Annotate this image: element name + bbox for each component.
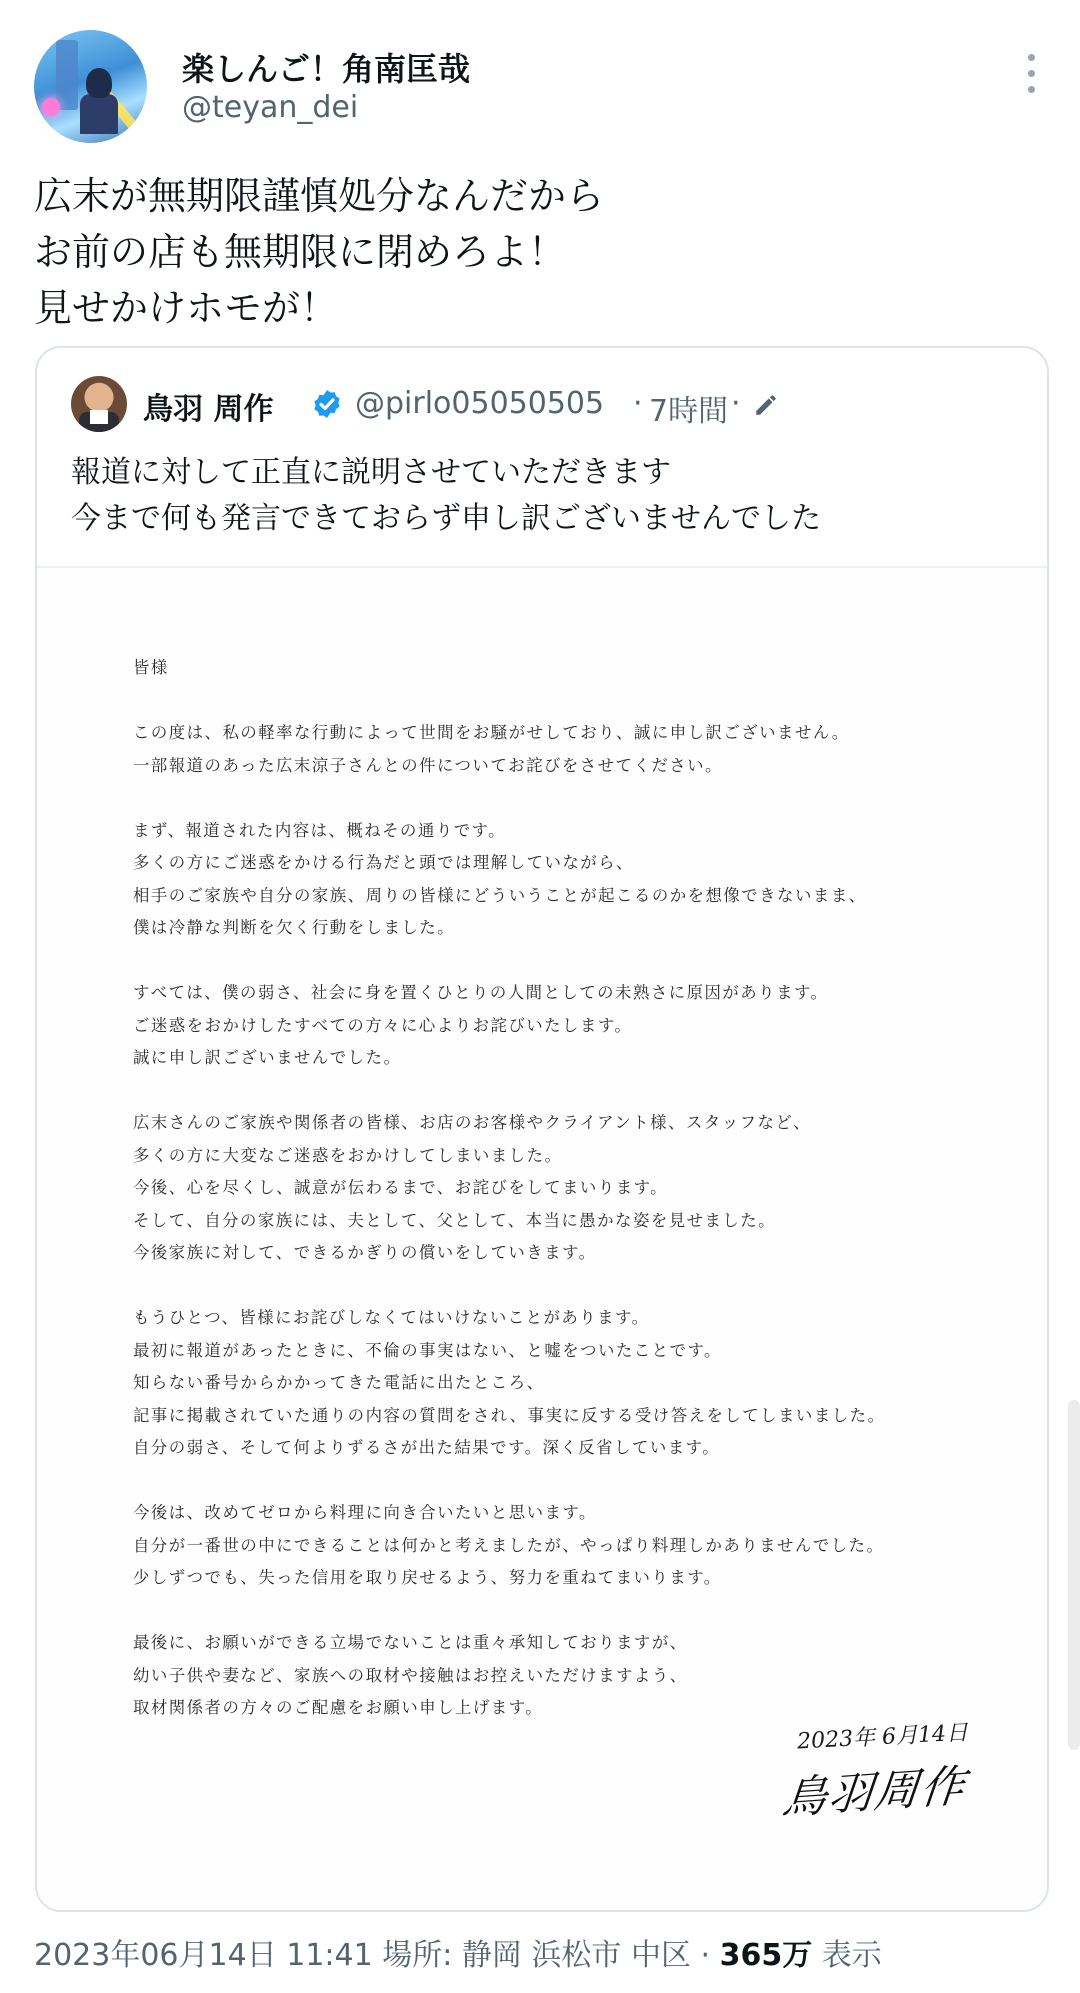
pencil-edit-icon[interactable] (753, 392, 779, 418)
letter-line: 自分の弱さ、そして何よりずるさが出た結果です。深く反省しています。 (133, 1438, 721, 1457)
letter-line: 多くの方にご迷惑をかける行為だと頭では理解していながら、 (133, 853, 634, 872)
letter-signature: 鳥羽周作 (780, 1760, 970, 1825)
letter-date: 2023年 6月14日 (796, 1720, 969, 1755)
letter-line: 僕は冷静な判断を欠く行動をしました。 (133, 918, 456, 937)
letter-line: もうひとつ、皆様にお詫びしなくてはいけないことがあります。 (133, 1308, 650, 1327)
letter-line: そして、自分の家族には、夫として、父として、本当に愚かな姿を見せました。 (133, 1210, 777, 1230)
tweet-header (34, 30, 1046, 145)
letter-line: 今後は、改めてゼロから料理に向き合いたいと思います。 (133, 1503, 597, 1522)
quoted-author-avatar[interactable] (71, 376, 127, 432)
author-display-name[interactable]: 楽しんご！角南匡哉 (182, 50, 471, 88)
letter-line: 最後に、お願いができる立場でないことは重々承知しておりますが、 (133, 1633, 688, 1652)
letter-paragraph (133, 1302, 993, 1465)
tweet-timestamp[interactable]: 2023年06月14日 11:41 (34, 1938, 373, 1973)
letter-line: 広末さんのご家族や関係者の皆様、お店のお客様やクライアント様、スタッフなど、 (133, 1113, 812, 1132)
tweet-text: 広末が無期限謹慎処分なんだから お前の店も無期限に閉めろよ！ 見せかけホモが！ (34, 174, 605, 330)
letter-line: 一部報道のあった広末涼子さんとの件についてお詫びをさせてください。 (133, 755, 723, 775)
letter-line: 皆様 (133, 658, 169, 677)
tweet-meta (34, 1930, 1054, 1974)
quoted-tweet-header (71, 376, 1031, 434)
letter-line: 幼い子供や妻など、家族への取材や接触はお控えいただけますよう、 (133, 1665, 688, 1685)
quoted-time[interactable]: 7時間 (649, 394, 729, 429)
letter-line: 今後家族に対して、できるかぎりの償いをしていきます。 (133, 1243, 597, 1262)
letter-body (133, 652, 993, 1757)
letter-line: 記事に掲載されていた通りの内容の質問をされ、事実に反する受け答えをしてしまいました。 (133, 1405, 886, 1425)
letter-paragraph (133, 815, 993, 945)
letter-line: 多くの方に大変なご迷惑をおかけしてしまいました。 (133, 1145, 563, 1165)
quoted-author-display-name[interactable]: 鳥羽 周作 (143, 392, 274, 427)
letter-paragraph (133, 977, 993, 1075)
statement-letter-image[interactable] (37, 568, 1047, 1910)
scrollbar[interactable] (1068, 1400, 1080, 1750)
letter-line: この度は、私の軽率な行動によって世間をお騒がせしており、誠に申し訳ございません。 (133, 723, 850, 742)
letter-paragraph (133, 652, 993, 685)
letter-line: 誠に申し訳ございませんでした。 (133, 1048, 402, 1067)
letter-line: 少しずつでも、失った信用を取り戻せるよう、努力を重ねてまいります。 (133, 1568, 722, 1587)
letter-paragraph (133, 717, 993, 782)
separator-dot: · (633, 386, 643, 421)
letter-line: 相手のご家族や自分の家族、周りの皆様にどういうことが起こるのかを想像できないまま、 (133, 885, 867, 905)
letter-line: ご迷惑をおかけしたすべての方々に心よりお詫びいたします。 (133, 1015, 633, 1035)
author-avatar[interactable] (34, 30, 147, 143)
letter-line: 取材関係者の方々のご配慮をお願い申し上げます。 (133, 1698, 544, 1717)
letter-paragraph (133, 1627, 993, 1725)
quoted-author-handle[interactable]: @pirlo05050505 (355, 386, 605, 421)
letter-line: 今後、心を尽くし、誠意が伝わるまで、お詫びをしてまいります。 (133, 1178, 669, 1197)
verified-badge-icon (311, 388, 343, 420)
letter-line: 自分が一番世の中にできることは何かと考えましたが、やっぱり料理しかありませんでした。 (133, 1535, 885, 1555)
separator-dot: · (700, 1938, 711, 1973)
letter-line: まず、報道された内容は、概ねその通りです。 (133, 820, 507, 840)
author-handle[interactable]: @teyan_dei (182, 90, 359, 125)
tweet-location: 場所: 静岡 浜松市 中区 (382, 1938, 691, 1973)
more-vertical-icon[interactable] (1028, 54, 1036, 94)
quoted-tweet[interactable] (35, 346, 1049, 1912)
view-count-label: 表示 (821, 1938, 882, 1973)
letter-line: すべては、僕の弱さ、社会に身を置くひとりの人間としての未熟さに原因があります。 (133, 983, 829, 1002)
letter-line: 知らない番号からかかってきた電話に出たところ、 (133, 1373, 545, 1392)
view-count: 365万 (719, 1938, 813, 1973)
separator-dot: · (731, 386, 741, 421)
quoted-tweet-text: 報道に対して正直に説明させていただきます 今まで何も発言できておらず申し訳ございませんでした (71, 455, 821, 536)
letter-paragraph (133, 1107, 993, 1270)
letter-paragraph (133, 1497, 993, 1595)
letter-line: 最初に報道があったときに、不倫の事実はない、と嘘をついたことです。 (133, 1340, 722, 1360)
